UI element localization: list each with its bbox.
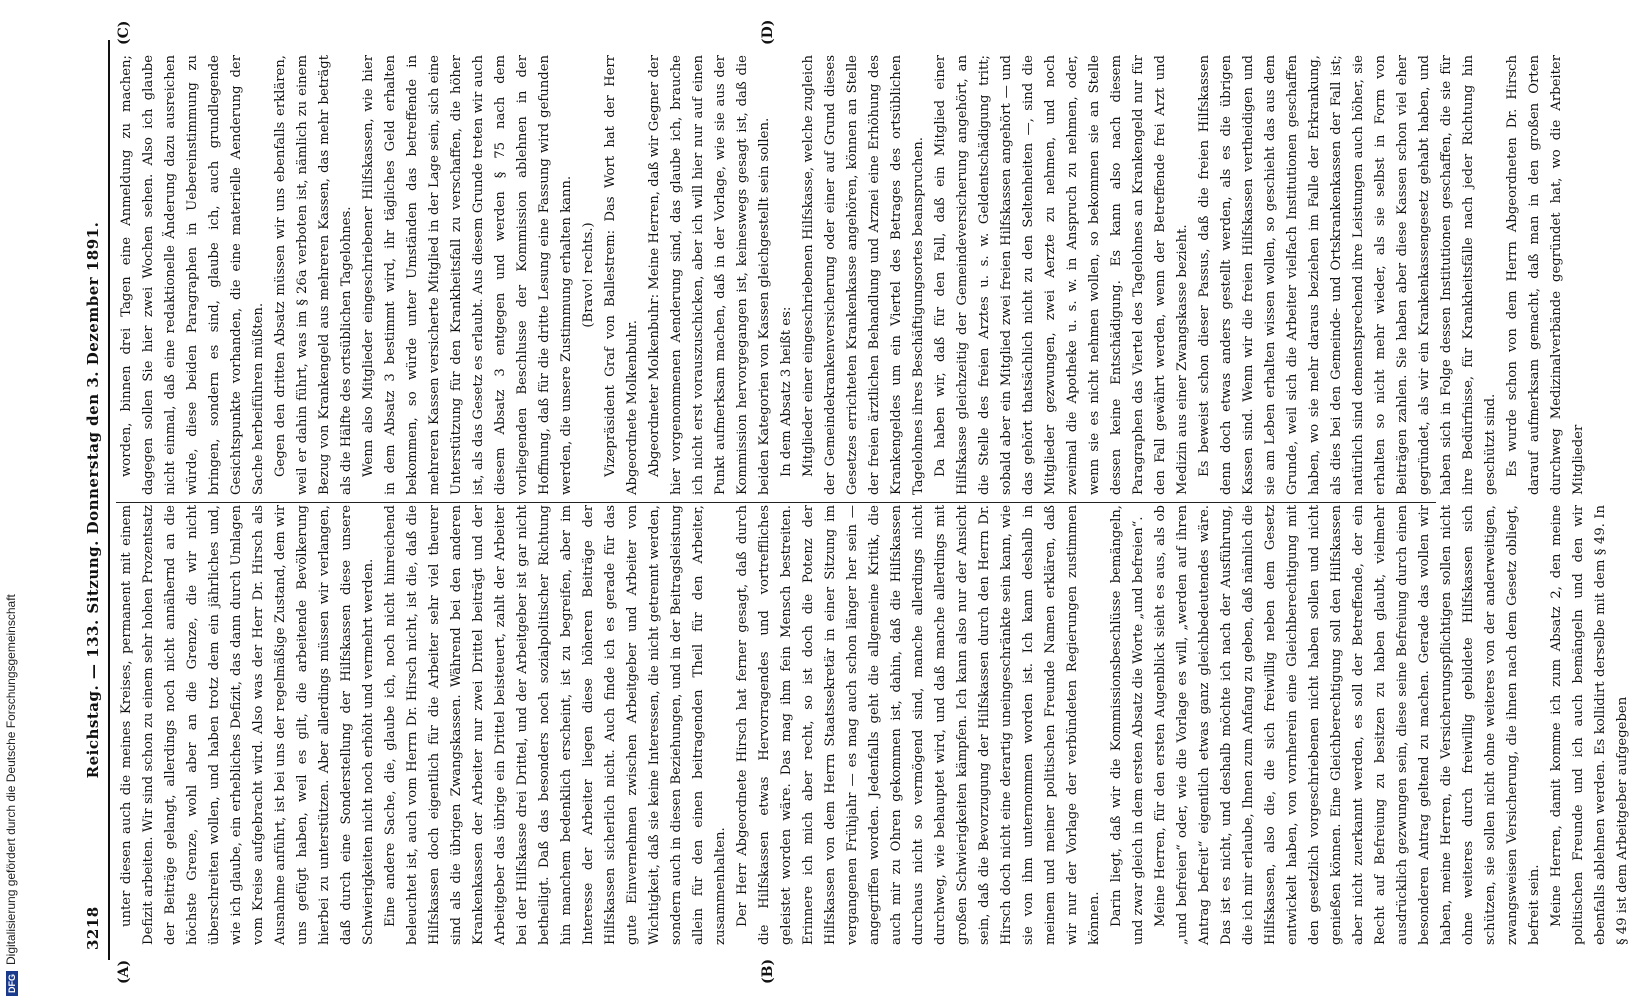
paragraph: Meine Herren, für den ersten Augenblick sieht es aus, als ob „und befreien“ oder, wie die Vorlage es will, „werden auf ihren Antrag befreit“ eigentlich etwas ganz gleichbedeutendes wäre. Das ist es nicht, und deshalb möchte ich nach der Ausführung, die ich mir erlaube, Ihnen zum Anfang zu geben, daß nämlich die Hilfskassen, also die, die sich freiwillig neben dem Gesetz entwickelt haben, von vornherein eine Gleichberechtigung mit den gesetzlich vorgeschriebenen nicht haben sollen und nicht genießen können. Eine Gleichberechtigung soll den Hilfskassen aber nicht zuerkannt werden, es soll der Betreffende, der ein Recht auf Befreiung zu besitzen zu haben glaubt, vielmehr ausdrücklich gezwungen sein, diese seine Befreiung durch einen besonderen Antrag geltend zu machen. Gerade das wollen wir haben, meine Herren, die Versicherungspflichtigen sollen nicht ohne weiteres durch freiwillig gebildete Hilfskassen sich schützen, sie sollen nicht ohne weiteres von der anderweitigen, zwangsweisen Versicherung, die ihnen nach dem Gesetz obliegt, befreit sein. [1153, 505, 1542, 945]
paragraph: Es wurde schon von dem Herrn Abgeordneten Dr. Hirsch darauf aufmerksam gemacht, daß man in den großen Orten durchweg Medizinalverbände gegründet hat, wo die Arbeiter Mitglieder [1505, 55, 1586, 495]
margin-marker-d: (D) [760, 19, 776, 45]
paragraph: unter diesen auch die meines Kreises, permanent mit einem Defizit arbeiten. Wir sind schon zu einem sehr hohen Prozentsatz der Beiträge gelangt, allerdings noch nicht annähernd an die höchste Grenze, wohl aber an die Grenze, die wir nicht überschreiten wollen, und haben trotz dem ein jährliches und, wie ich glaube, ein erhebliches Defizit, das dann durch Umlagen vom Kreise aufgebracht wird. Also was der Herr Dr. Hirsch als Ausnahme anführt, ist bei uns der regelmäßige Zustand, dem wir uns gefügt haben, weil es gilt, die arbeitende Bevölkerung hierbei zu unterstützen. Aber allerdings müssen wir verlangen, daß durch eine Sonderstellung der Hilfskassen diese unsere Schwierigkeiten nicht noch erhöht und vermehrt werden. [119, 505, 376, 945]
paragraph: Da haben wir, daß für den Fall, daß ein Mitglied einer Hilfskasse gleichzeitig der Gemeindeversicherung angehört, an die Stelle des freien Arztes u. s. w. Geldentschädigung tritt; sobald aber ein Mitglied zwei freien Hilfskassen angehört — und das gehört thatsächlich nicht zu den Seltenheiten —, sind die Mitglieder gezwungen, zwei Aerzte zu nehmen, und noch zweimal die Apotheke u. s. w. in Anspruch zu nehmen, oder, wenn sie es nicht nehmen wollen, so bekommen sie an Stelle dessen keine Entschädigung. Es kann also nach diesem Paragraphen das Viertel des Tagelohnes an Krankengeld nur für den Fall gewährt werden, wenn der Betreffende frei Arzt und Medizin aus einer Zwangskasse bezieht. [933, 55, 1190, 495]
paragraph: Eine andere Sache, die, glaube ich, noch nicht hinreichend beleuchtet ist, auch vom Herrn Dr. Hirsch nicht, ist die, daß die Hilfskassen doch eigentlich für die Arbeiter sehr viel theurer sind als die übrigen Zwangskassen. Während bei den anderen Krankenkassen der Arbeiter nur zwei Drittel beiträgt und der Arbeitgeber das übrige ein Drittel beisteuert, zahlt der Arbeiter bei der Hilfskasse drei Drittel, und der Arbeitgeber ist gar nicht betheiligt. Daß das besonders noch sozialpolitischer Richtung hin manchem bedenklich erscheint, ist zu begreifen, aber im Interesse der Arbeiter liegen diese höheren Beiträge der Hilfskassen sicherlich nicht. Auch finde ich es gerade für das gute Einvernehmen zwischen Arbeitgeber und Arbeiter von Wichtigkeit, daß sie keine Interessen, die nicht getrennt werden, sondern auch in diesen Beziehungen, und in der Beitragsleistung allein für den einen beitragenden Theil für den Arbeiter, zusammenhalten. [383, 505, 728, 945]
quoted-paragraph: Mitglieder einer eingeschriebenen Hilfskasse, welche zugleich der Gemeindekrankenversicherung oder einer auf Grund dieses Gesetzes errichteten Krankenkasse angehören, können an Stelle der freien ärztlichen Behandlung und Arznei eine Erhöhung des Krankengeldes um ein Viertel des Betrages des ortsüblichen Tagelohnes ihres Beschäftigungsortes beanspruchen. [801, 55, 926, 495]
footer-text [4, 296, 18, 996]
paragraph: worden, binnen drei Tagen eine Anmeldung zu machen; dagegen sollen Sie hier zwei Wochen sehen. Also ich glaube nicht einmal, daß eine redaktionelle Änderung dazu ausreichen würde, diese beiden Paragraphen in Uebereinstimmung zu bringen, sondern es sind, glaube ich, auch grundlegende Gesichtspunkte vorhanden, die eine materielle Aenderung der Sache herbeiführen müßten. [119, 55, 266, 495]
dfg-logo: DFG [6, 971, 18, 996]
applause-note: (Bravo! rechts.) [581, 222, 596, 328]
paragraph: Darin liegt, daß wir die Kommissionsbeschlüsse bemängeln, und zwar gleich in dem ersten Absatz die Worte „und befreien“. [1109, 505, 1146, 945]
digitization-footer [4, 296, 22, 996]
page-header [82, 40, 110, 960]
paragraph: Gegen den dritten Absatz müssen wir uns ebenfalls erklären, weil er dahin führt, was im § 26a verboten ist, nämlich zu einem Bezug von Krankengeld aus mehreren Kassen, das mehr beträgt als die Hälfte des ortsüblichen Tagelohnes. [273, 55, 354, 495]
right-column [116, 55, 1586, 495]
page-title: Reichstag. — 133. Sitzung. Donnerstag den 3. Dezember 1891. [84, 221, 102, 779]
margin-marker-a: (A) [116, 959, 132, 984]
document-page [70, 0, 1630, 1000]
paragraph: Es beweist schon dieser Passus, daß die freien Hilfskassen denn doch etwas anders gestellt werden, als es die übrigen Kassen sind. Wenn wir die freien Hilfskassen vertheidigen und sie am Leben erhalten wissen wollen, so geschieht das aus dem Grunde, weil sich die Arbeiter vielfach Institutionen geschaffen haben, wo sie mehr daraus beziehen im Falle der Erkrankung, als dies bei den Gemeinde- und Ortskrankenkassen der Fall ist; natürlich sind dementsprechend ihre Leistungen auch höher, sie erhalten so nicht mehr wieder, als sie selbst in Form von Beiträgen zahlen. Sie haben aber diese Kassen schon viel eher gegründet, als wir ein Krankenkassengesetz gehabt haben, und haben sich in Folge dessen Institutionen geschaffen, die sie für ihre Bedürfnisse, für Krankheitsfälle nach jeder Richtung hin geschützt sind. [1197, 55, 1498, 495]
footer-credit: Digitalisierung gefördert durch die Deutsche Forschungsgemeinschaft [4, 594, 18, 965]
paragraph: Wenn also Mitglieder eingeschriebener Hilfskassen, wie hier in dem Absatz 3 bestimmt wird, ihr tägliches Geld erhalten bekommen, so würde unter Umständen das betreffende in mehreren Kassen versicherte Mitglied in der Lage sein, sich eine Unterstützung für den Krankheitsfall zu verschaffen, die höher ist, als das Gesetz es erlaubt. Aus diesem Grunde treten wir auch diesem Absatz 3 entgegen und werden § 75 nach dem vorliegenden Beschlusse der Kommission ablehnen in der Hoffnung, daß für die dritte Lesung eine Fassung wird gefunden werden, die unsere Zustimmung erhalten kann. [361, 55, 574, 495]
speaker-paragraph: Abgeordneter Molkenbuhr: Meine Herren, daß wir Gegner der hier vorgenommenen Aenderung sind, das glaube ich, brauche ich nicht erst vorauszuschicken, aber ich will hier nur auf einen Punkt aufmerksam machen, daß in der Vorlage, wie sie aus der Kommission hervorgegangen ist, keineswegs gesagt ist, daß die beiden Kategorien von Kassen gleichgestellt sein sollen. [647, 55, 772, 495]
paragraph: In dem Absatz 3 heißt es: [779, 306, 794, 477]
left-column [116, 505, 1630, 945]
paragraph: Meine Herren, damit komme ich zum Absatz 2, den meine politischen Freunde und ich auch bemängeln und den wir ebenfalls ablehnen werden. Es kollidirt derselbe mit dem § 49. In § 49 ist dem Arbeitgeber aufgegeben [1549, 505, 1630, 945]
margin-marker-c: (C) [116, 20, 132, 45]
page-number: 3218 [84, 906, 102, 950]
paragraph: Der Herr Abgeordnete Hirsch hat ferner gesagt, daß durch die Hilfskassen etwas Hervorragendes und vortreffliches geleistet worden wäre. Das mag ihm fein Mensch bestreiten. Erinnere ich mich aber recht, so ist doch die Potenz der Hilfskassen von dem Herrn Staatssekretär in einer Sitzung im vergangenen Frühjahr — es mag auch schon länger her sein — angegriffen worden. Jedenfalls geht die allgemeine Kritik, die auch mir zu Ohren gekommen ist, dahin, daß die Hilfskassen durchaus nicht so vermögend sind, manche allerdings nicht durchweg, wie behauptet wird, und daß manche allerdings mit großen Schwierigkeiten kämpfen. Ich kann also nur der Ansicht sein, daß die Bevorzugung der Hilfskassen durch den Herrn Dr. Hirsch doch nicht eine derartig uneingeschränkte sein kann, wie sie von ihm unternommen worden ist. Ich kann deshalb in meinem und meiner politischen Freunde Namen erklären, daß wir nur der Vorlage der verbündeten Regierungen zustimmen können. [735, 505, 1102, 945]
column-divider [116, 502, 1436, 503]
speaker-paragraph: Vizepräsident Graf von Ballestrem: Das Wort hat der Herr Abgeordnete Molkenbuhr. [603, 55, 640, 495]
margin-marker-b: (B) [760, 958, 776, 984]
